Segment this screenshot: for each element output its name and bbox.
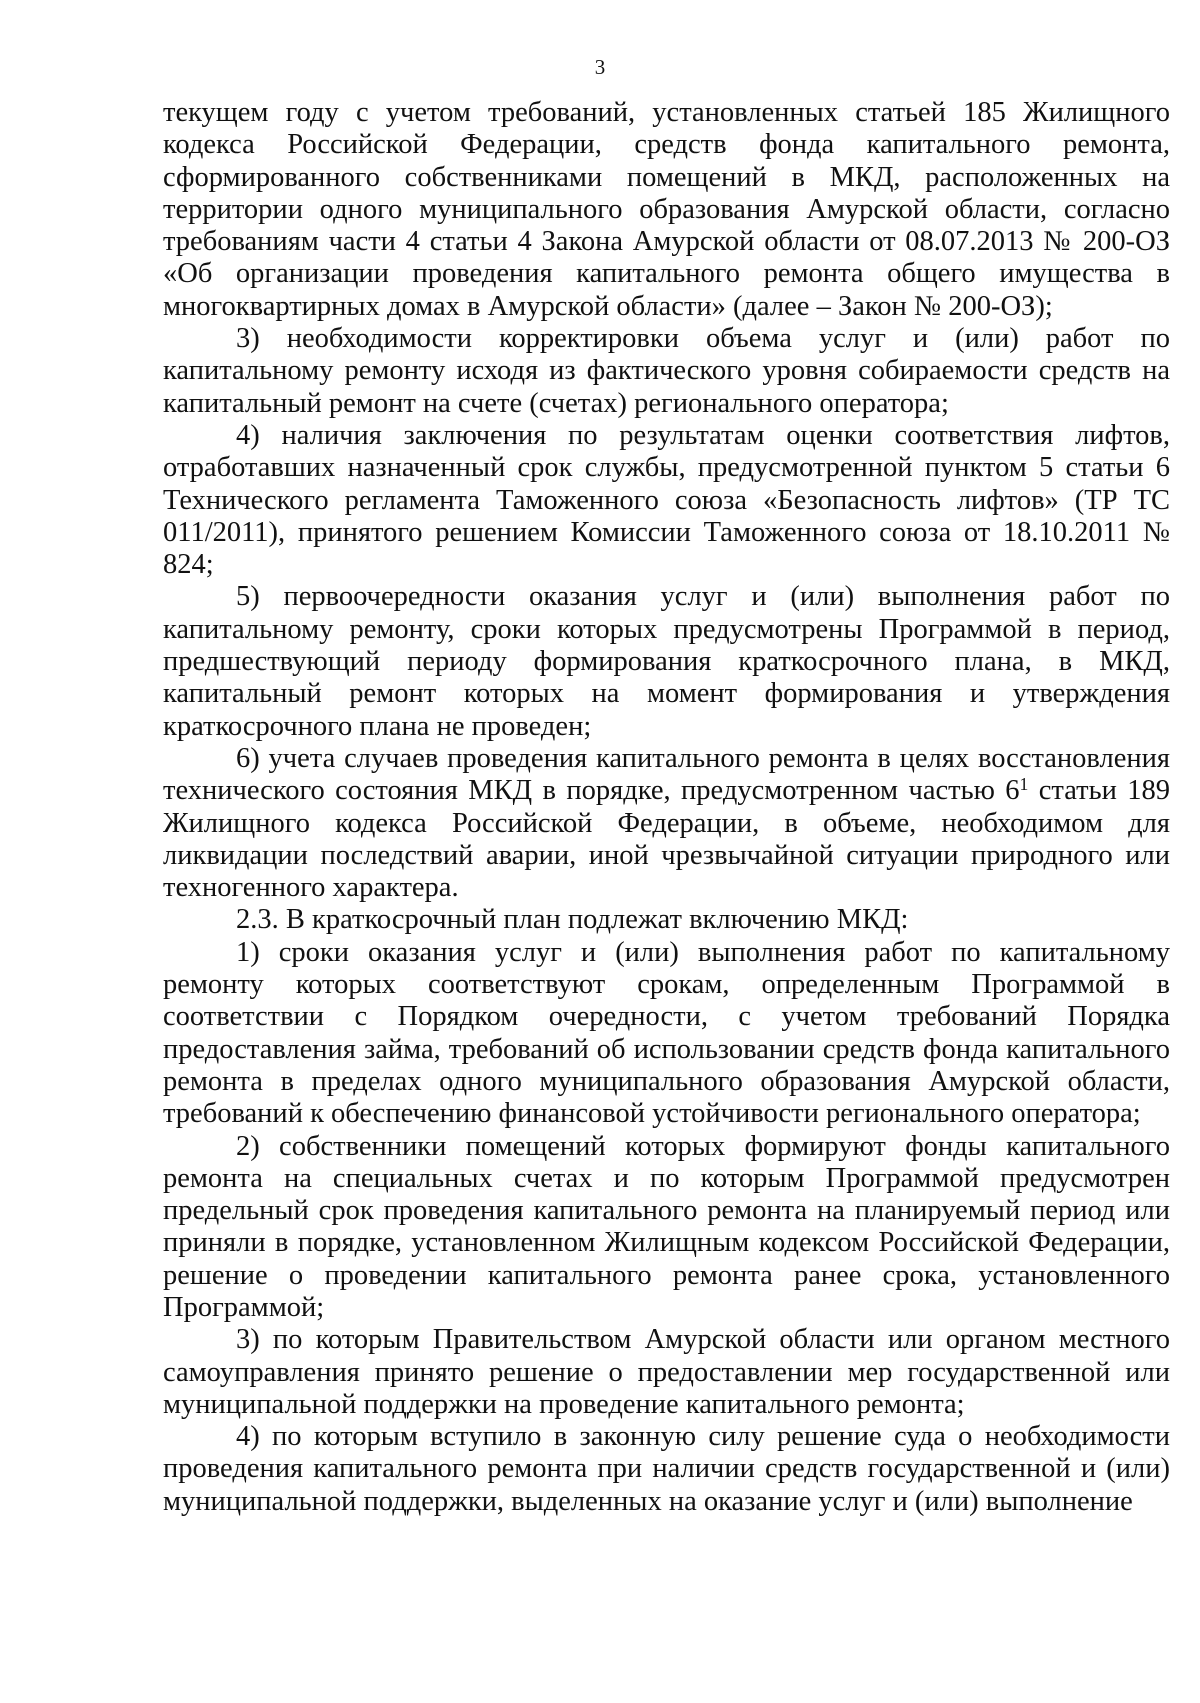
paragraph-list-item-1: 1) сроки оказания услуг и (или) выполнения работ по капитальному ремонту которых соответствуют срокам, определенным Программой в соответствии с Порядком очередности, с учетом требований Порядка предоставления займа, требований об использовании средств фонда капитального ремонта в пределах одного муниципального образования Амурской области, требований к обеспечению финансовой устойчивости регионального оператора; — [163, 936, 1170, 1130]
paragraph-list-item-2: 2) собственники помещений которых формируют фонды капитального ремонта на специальных счетах и по которым Программой предусмотрен предельный срок проведения капитального ремонта на планируемый период или приняли в порядке, установленном Жилищным кодексом Российской Федерации, решение о проведении капитального ремонта ранее срока, установленного Программой; — [163, 1130, 1170, 1323]
document-body — [163, 97, 1170, 1518]
page-number: 3 — [594, 55, 606, 79]
paragraph-continuation: текущем году с учетом требований, установленных статьей 185 Жилищного кодекса Российской Федерации, средств фонда капитального ремонта, сформированного собственниками помещений в МКД, расположенных на территории одного муниципального образования Амурской области, согласно требованиям части 4 статьи 4 Закона Амурской области от 08.07.2013 № 200-ОЗ «Об организации проведения капитального ремонта общего имущества в многоквартирных домах в Амурской области» (далее – Закон № 200-ОЗ); — [163, 97, 1170, 322]
paragraph-item-3: 3) необходимости корректировки объема услуг и (или) работ по капитальному ремонту исходя из фактического уровня собираемости средств на капитальный ремонт на счете (счетах) регионального оператора; — [163, 323, 1170, 419]
paragraph-list-item-4: 4) по которым вступило в законную силу решение суда о необходимости проведения капитального ремонта при наличии средств государственной и (или) муниципальной поддержки, выделенных на оказание услуг и (или) выполнение — [163, 1421, 1170, 1517]
paragraph-list-item-3: 3) по которым Правительством Амурской области или органом местного самоуправления принято решение о предоставлении мер государственной или муниципальной поддержки на проведение капитального ремонта; — [163, 1324, 1170, 1420]
paragraph-item-6-text-after: статьи 189 Жилищного кодекса Российской Федерации, в объеме, необходимом для ликвидации последствий аварии, иной чрезвычайной ситуации природного или техногенного характера. — [163, 775, 1170, 904]
section-heading-2-3: 2.3. В краткосрочный план подлежат включению МКД: — [236, 904, 909, 936]
paragraph-item-6 — [163, 743, 1170, 904]
paragraph-item-6-text-before: 6) учета случаев проведения капитального ремонта в целях восстановления технического состояния МКД в порядке, предусмотренном частью 6 — [163, 742, 1170, 807]
superscript-marker: 1 — [1019, 773, 1029, 794]
paragraph-item-5: 5) первоочередности оказания услуг и (или) выполнения работ по капитальному ремонту, сроки которых предусмотрены Программой в период, предшествующий периоду формирования краткосрочного плана, в МКД, капитальный ремонт которых на момент формирования и утверждения краткосрочного плана не проведен; — [163, 581, 1170, 742]
paragraph-item-4: 4) наличия заключения по результатам оценки соответствия лифтов, отработавших назначенный срок службы, предусмотренной пунктом 5 статьи 6 Технического регламента Таможенного союза «Безопасность лифтов» (ТР ТС 011/2011), принятого решением Комиссии Таможенного союза от 18.10.2011 № 824; — [163, 419, 1170, 581]
